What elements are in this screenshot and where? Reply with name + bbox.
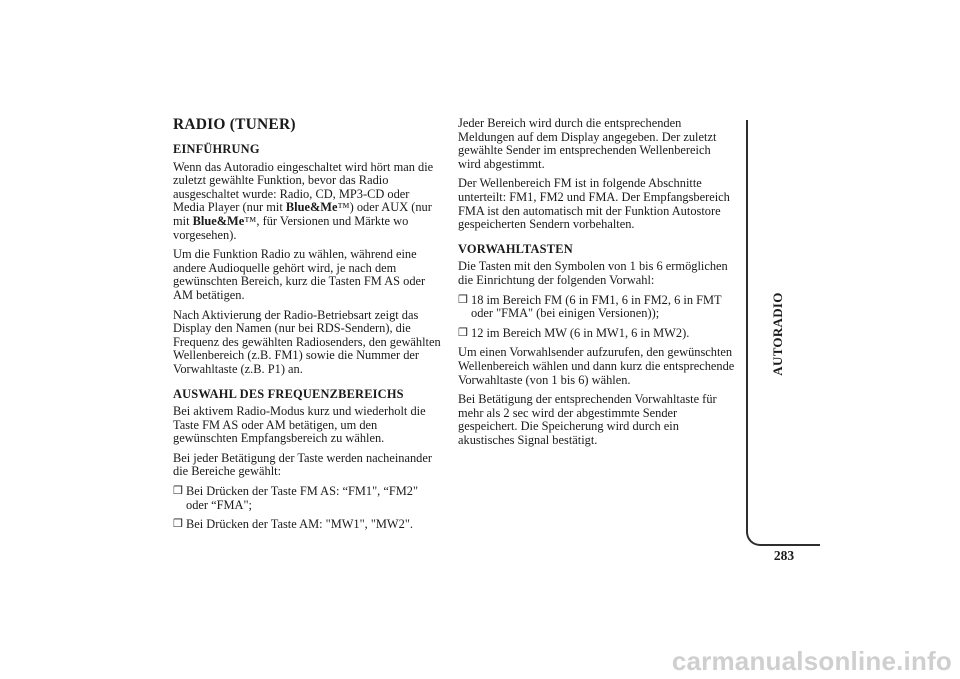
left-column	[173, 116, 441, 538]
list-item	[173, 518, 441, 532]
brand-name: Blue&Me	[285, 200, 338, 215]
section-heading-intro: EINFÜHRUNG	[173, 142, 260, 156]
section-heading-band: AUSWAHL DES FREQUENZBEREICHS	[173, 386, 404, 401]
brand-name: Blue&Me	[192, 213, 245, 228]
intro-paragraph-2: Um die Funktion Radio zu wählen, während eine andere Audioquelle gehört wird, je nach dem gewünschten Bereich, kurz die Tasten FM AS oder AM betätigen.	[173, 247, 426, 302]
checkbox-bullet-icon: ❒	[458, 293, 468, 306]
intro-p1-text-b: ™) oder AUX (nur mit	[173, 200, 432, 228]
band-paragraph-2: Bei jeder Betätigung der Taste werden nacheinander die Bereiche gewählt:	[173, 450, 432, 479]
checkbox-bullet-icon: ❒	[458, 326, 468, 339]
preset-paragraph-2: Um einen Vorwahlsender aufzurufen, den gewünschten Wellenbereich wählen und dann kurz die entsprechende Vorwahltaste (von 1 bis 6) wählen.	[458, 345, 735, 387]
page-title: RADIO (TUNER)	[173, 116, 296, 133]
intro-paragraph-3: Nach Aktivierung der Radio-Betriebsart zeigt das Display den Namen (nur bei RDS-Sendern), die Frequenz des gewählten Radiosenders, den gewählten Wellenbereich (z.B. FM1) sowie die Nummer der Vorwahltaste (z.B. P1) an.	[173, 307, 441, 376]
preset-paragraph-1: Die Tasten mit den Symbolen von 1 bis 6 ermöglichen die Einrichtung der folgenden Vorwahl:	[458, 259, 728, 287]
watermark: carmanualsonline.info	[671, 646, 952, 676]
right-paragraph-2: Der Wellenbereich FM ist in folgende Abschnitte unterteilt: FM1, FM2 und FMA. Der Empfangsbereich FMA ist den automatisch mit der Funktion Autostore gespeicherten Sendern vorbehalten.	[458, 176, 730, 232]
intro-p1-text-a: Wenn das Autoradio eingeschaltet wird hört man die zuletzt gewählte Funktion, bevor das Radio ausgeschaltet wurde: Radio, CD, MP3-CD oder Media Player (nur mit	[173, 159, 434, 215]
list-item	[173, 485, 441, 512]
intro-paragraph-1	[173, 161, 441, 243]
list-item	[458, 294, 736, 321]
list-item-text: Bei Drücken der Taste AM: "MW1", "MW2".	[186, 517, 413, 532]
checkbox-bullet-icon: ❒	[173, 485, 183, 498]
band-paragraph-1: Bei aktivem Radio-Modus kurz und wiederholt die Taste FM AS oder AM betätigen, um den gewünschten Empfangsbereich zu wählen.	[173, 404, 426, 446]
checkbox-bullet-icon: ❒	[173, 518, 183, 531]
right-column	[458, 117, 736, 453]
list-item-text: Bei Drücken der Taste FM AS: “FM1", “FM2" oder “FMA";	[186, 484, 419, 512]
page-number: 283	[773, 548, 795, 563]
list-item-text: 12 im Bereich MW (6 in MW1, 6 in MW2).	[471, 325, 690, 340]
right-paragraph-1: Jeder Bereich wird durch die entsprechenden Meldungen auf dem Display angegeben. Der zuletzt gewählte Sender im entsprechenden Wellenbereich wird abgestimmt.	[458, 116, 717, 171]
preset-paragraph-3: Bei Betätigung der entsprechenden Vorwahltaste für mehr als 2 sec wird der abgestimmte Sender gespeichert. Die Speicherung wird durch ein akustisches Signal bestätigt.	[458, 392, 717, 447]
section-heading-presets: VORWAHLTASTEN	[458, 241, 573, 256]
list-item	[458, 327, 736, 341]
list-item-text: 18 im Bereich FM (6 in FM1, 6 in FM2, 6 in FMT oder "FMA" (bei einigen Versionen));	[471, 292, 722, 321]
intro-p1-text-c: ™, für Versionen und Märkte wo vorgesehen).	[173, 213, 409, 242]
chapter-label: AUTORADIO	[770, 292, 785, 376]
